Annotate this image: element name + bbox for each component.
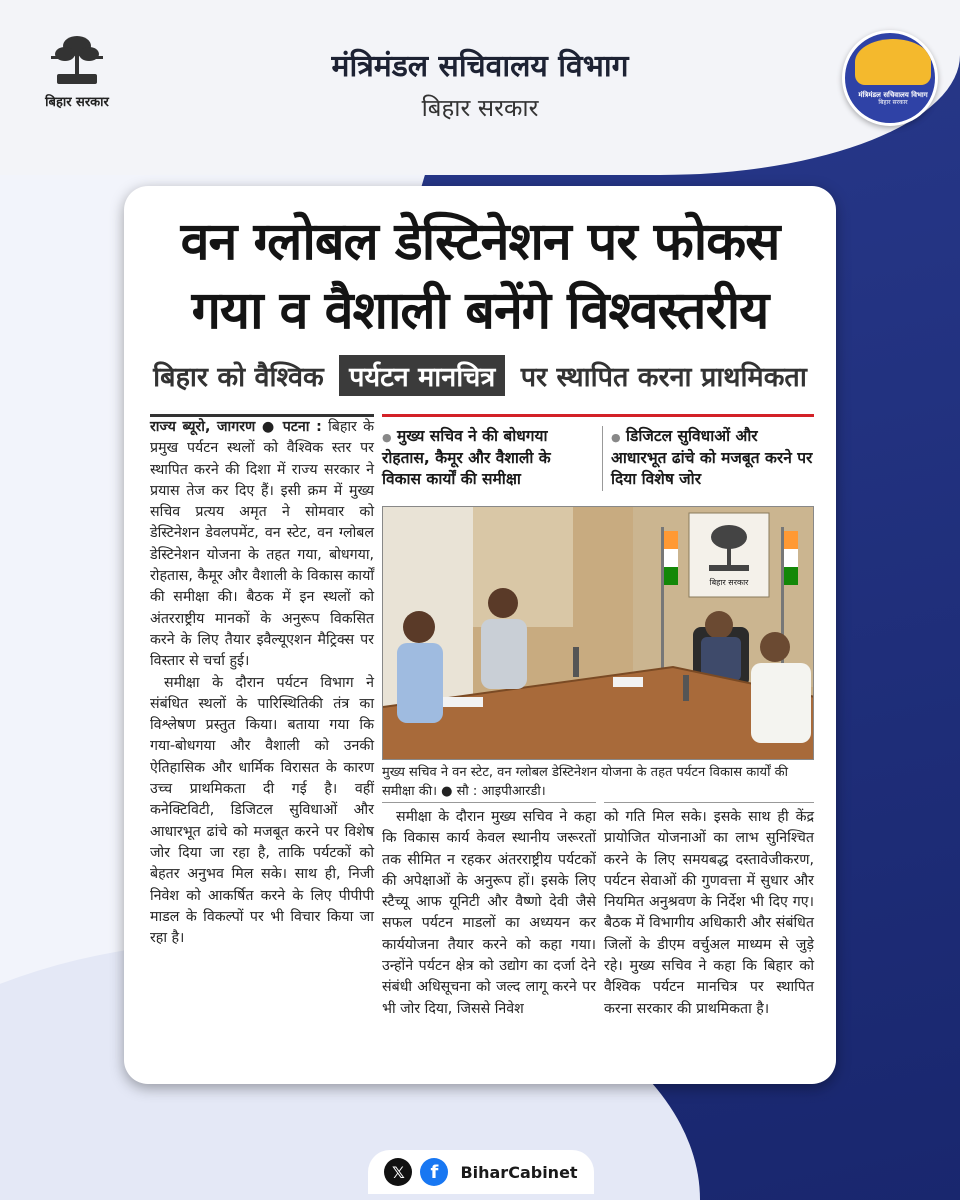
dateline: राज्य ब्यूरो, जागरण ● पटना : [150,419,322,435]
bullet-icon: ● [382,431,392,444]
middle-paragraph: समीक्षा के दौरान मुख्य सचिव ने कहा कि विकास कार्य केवल स्थानीय जरूरतों तक सीमित न रहकर अंतरराष्ट्रीय पर्यटकों की अपेक्षाओं के अनुरूप हों। इसके लिए स्टैच्यू आफ यूनिटी और वैष्णो देवी जैसे सफल पर्यटन माडलों का अध्ययन कर कार्ययोजना तैयार करने को कहा गया। उन्होंने पर्यटन क्षेत्र को उद्योग का दर्जा देने संबंधी अधिसूचना को जल्द लागू करने पर भी जोर दिया, जिससे निवेश [382,809,596,1017]
subhead-after: पर स्थापित करना प्राथमिकता [520,362,807,394]
photo-caption: मुख्य सचिव ने वन स्टेट, वन ग्लोबल डेस्टिनेशन योजना के तहत पर्यटन विकास कार्यों की समीक्षा की। ● सौ : आइपीआरडी। [382,765,788,799]
article-right-column [604,802,814,1020]
red-divider [382,414,814,417]
subheadline [124,355,836,396]
highlight-1: ● मुख्य सचिव ने की बोधगया रोहतास, कैमूर और वैशाली के विकास कार्यों की समीक्षा [382,427,551,489]
meeting-photo-illustration [383,507,814,760]
badge-emblem-icon [855,39,931,85]
meeting-photo [382,506,814,760]
headline-line-2: गया व वैशाली बनेंगे विश्वस्तरीय [191,280,769,341]
bullet-icon: ● [611,431,621,444]
subhead-before: बिहार को वैश्विक [153,362,324,394]
article-body [150,414,814,1074]
government-subtitle: बिहार सरकार [421,94,539,122]
article-middle-column [382,802,596,1020]
social-handle[interactable]: BiharCabinet [460,1162,578,1182]
badge-subtitle: बिहार सरकार [878,99,908,107]
badge-title: मंत्रिमंडल सचिवालय विभाग [858,91,928,99]
headline-line-1: वन ग्लोबल डेस्टिनेशन पर फोकस [180,212,780,272]
social-footer [368,1150,594,1194]
right-paragraph: को गति मिल सके। इसके साथ ही केंद्र प्रायोजित योजनाओं का लाभ सुनिश्चित करने के लिए समयबद्ध दस्तावेजीकरण, पर्यटन सेवाओं की गुणवत्ता में सुधार और नियमित अनुश्रवण के निर्देश भी दिए गए। बैठक में विभागीय अधिकारी और संबंधित जिलों के डीएम वर्चुअल माध्यम से जुड़े रहे। मुख्य सचिव ने कहा कि बिहार को वैश्विक पर्यटन मानचित्र पर स्थापित करना सरकार की प्राथमिकता है। [604,809,814,1017]
left-paragraph-1: बिहार के प्रमुख पर्यटन स्थलों को वैश्विक स्तर पर स्थापित करने की दिशा में राज्य सरकार ने प्रयास तेज कर दिए हैं। इसी क्रम में मुख्य सचिव प्रत्यय अमृत ने सोमवार को डेस्टिनेशन डेवलपमेंट, वन स्टेट, वन ग्लोबल डेस्टिनेशन योजना के तहत गया, बोधगया, रोहतास, कैमूर और वैशाली के विकास कार्यों की समीक्षा की। बैठक में इन स्थलों को अंतरराष्ट्रीय मानकों के अनुरूप विकसित करने के लिए तैयार इवैल्यूएशन मैट्रिक्स पर विस्तार से चर्चा हुई। [150,419,374,670]
highlight-boxes [382,426,814,506]
emblem-label: बिहार सरकार [45,95,109,110]
article-left-column [150,414,374,949]
subhead-highlight: पर्यटन मानचित्र [339,355,505,396]
header-title-block [0,44,960,124]
department-badge [842,30,938,126]
department-title: मंत्रिमंडल सचिवालय विभाग [331,49,629,84]
photo-sign-text: बिहार सरकार [709,578,749,587]
left-paragraph-2: समीक्षा के दौरान पर्यटन विभाग ने संबंधित स्थलों के पारिस्थितिकी तंत्र का विश्लेषण प्रस्तुत किया। बताया गया कि गया-बोधगया और वैशाली को उनकी ऐतिहासिक और धार्मिक विरासत के कारण उच्च प्राथमिकता दी गई है। वहीं कनेक्टिविटी, डिजिटल सुविधाओं और आधारभूत ढांचे को मजबूत करने पर विशेष जोर दिया जा रहा है, ताकि पर्यटकों को बेहतर अनुभव मिल सके। साथ ही, निजी निवेश को आकर्षित करने के लिए पीपीपी माडल के विकल्पों पर भी विचार किया जा रहा है। [150,674,374,947]
facebook-icon[interactable]: f [420,1158,448,1186]
x-twitter-icon[interactable]: 𝕏 [384,1158,412,1186]
highlight-2: ● डिजिटल सुविधाओं और आधारभूत ढांचे को मजबूत करने पर दिया विशेष जोर [602,426,814,491]
newspaper-clipping-card [124,186,836,1084]
